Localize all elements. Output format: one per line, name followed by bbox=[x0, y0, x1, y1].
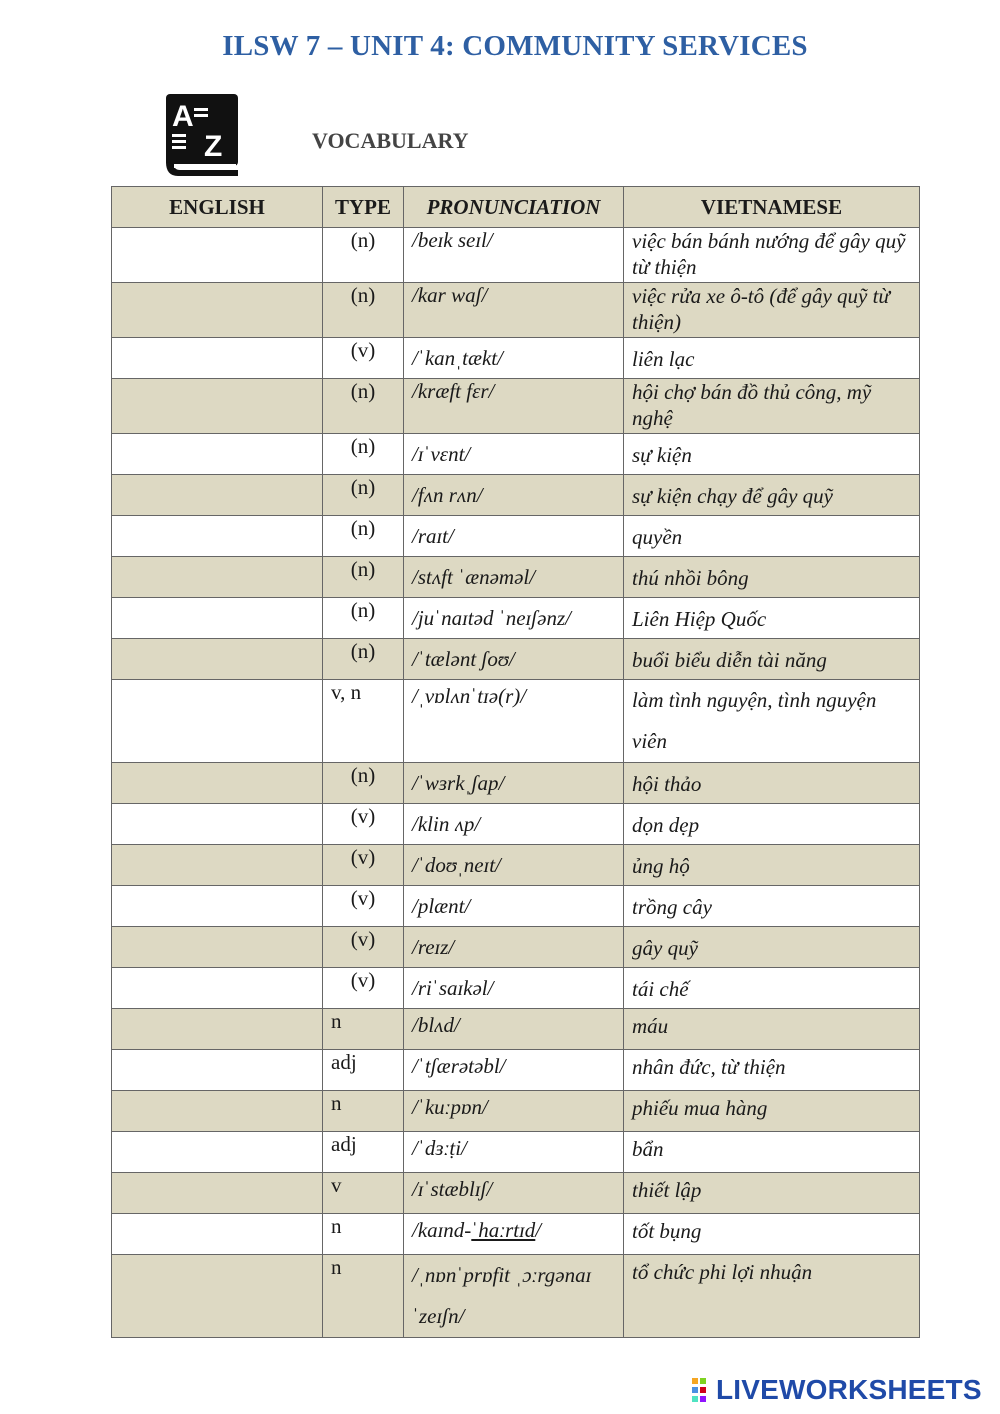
english-cell bbox=[112, 283, 323, 338]
vietnamese-cell: tổ chức phi lợi nhuận bbox=[624, 1255, 920, 1338]
pronunciation-cell: /klin ʌp/ bbox=[404, 804, 624, 845]
vietnamese-cell: hội chợ bán đồ thủ công, mỹ nghệ bbox=[624, 379, 920, 434]
brand-name: LIVEWORKSHEETS bbox=[716, 1374, 982, 1405]
vietnamese-cell: gây quỹ bbox=[624, 927, 920, 968]
table-row bbox=[112, 639, 920, 680]
table-row bbox=[112, 680, 920, 763]
type-cell: (v) bbox=[323, 968, 404, 1009]
table-row bbox=[112, 379, 920, 434]
svg-text:Z: Z bbox=[204, 130, 223, 163]
type-cell: n bbox=[323, 1091, 404, 1132]
pronunciation-cell: /ˈtʃærətəbl/ bbox=[404, 1050, 624, 1091]
type-cell: (v) bbox=[323, 804, 404, 845]
pronunciation-cell: /ˈkuːpɒn/ bbox=[404, 1091, 624, 1132]
table-row bbox=[112, 1132, 920, 1173]
type-cell: (n) bbox=[323, 763, 404, 804]
pronunciation-cell: /raɪt/ bbox=[404, 516, 624, 557]
english-cell bbox=[112, 338, 323, 379]
type-cell: v bbox=[323, 1173, 404, 1214]
vietnamese-cell: việc rửa xe ô-tô (để gây quỹ từ thiện) bbox=[624, 283, 920, 338]
table-row bbox=[112, 968, 920, 1009]
table-row bbox=[112, 1173, 920, 1214]
pronunciation-cell: /ˈtælənt ʃoʊ/ bbox=[404, 639, 624, 680]
table-row bbox=[112, 804, 920, 845]
vietnamese-cell: phiếu mua hàng bbox=[624, 1091, 920, 1132]
vietnamese-cell: làm tình nguyện, tình nguyện viên bbox=[624, 680, 920, 763]
english-cell bbox=[112, 1091, 323, 1132]
english-cell bbox=[112, 639, 323, 680]
type-cell: n bbox=[323, 1255, 404, 1338]
type-cell: (v) bbox=[323, 845, 404, 886]
english-cell bbox=[112, 763, 323, 804]
pronunciation-cell: /plænt/ bbox=[404, 886, 624, 927]
type-cell: (n) bbox=[323, 557, 404, 598]
pronunciation-cell: /stʌft ˈænəməl/ bbox=[404, 557, 624, 598]
vietnamese-cell: Liên Hiệp Quốc bbox=[624, 598, 920, 639]
section-label: VOCABULARY bbox=[312, 128, 469, 153]
vietnamese-cell: quyền bbox=[624, 516, 920, 557]
vietnamese-cell: tốt bụng bbox=[624, 1214, 920, 1255]
pronunciation-cell: /ˈdoʊˌneɪt/ bbox=[404, 845, 624, 886]
table-row bbox=[112, 1214, 920, 1255]
vietnamese-cell: sự kiện bbox=[624, 434, 920, 475]
english-cell bbox=[112, 1173, 323, 1214]
english-cell bbox=[112, 886, 323, 927]
vietnamese-cell: liên lạc bbox=[624, 338, 920, 379]
type-cell: n bbox=[323, 1214, 404, 1255]
vietnamese-cell: thú nhồi bông bbox=[624, 557, 920, 598]
vietnamese-cell: việc bán bánh nướng để gây quỹ từ thiện bbox=[624, 228, 920, 283]
header-pronunciation: PRONUNCIATION bbox=[404, 187, 624, 228]
table-row bbox=[112, 1050, 920, 1091]
english-cell bbox=[112, 804, 323, 845]
english-cell bbox=[112, 845, 323, 886]
table-row bbox=[112, 886, 920, 927]
english-cell bbox=[112, 598, 323, 639]
pronunciation-cell: /kar waʃ/ bbox=[404, 283, 624, 338]
pronunciation-cell: /ˌnɒnˈprɒfit ˌɔːrgənaɪˈzeɪʃn/ bbox=[404, 1255, 624, 1338]
page-title: ILSW 7 – UNIT 4: COMMUNITY SERVICES bbox=[222, 30, 808, 62]
table-row bbox=[112, 598, 920, 639]
english-cell bbox=[112, 1255, 323, 1338]
pronunciation-cell: /beɪk seɪl/ bbox=[404, 228, 624, 283]
table-row bbox=[112, 557, 920, 598]
english-cell bbox=[112, 516, 323, 557]
type-cell: (v) bbox=[323, 886, 404, 927]
pronunciation-part: / bbox=[535, 1218, 542, 1242]
type-cell: (n) bbox=[323, 379, 404, 434]
vocabulary-table bbox=[111, 186, 920, 1338]
type-cell: (n) bbox=[323, 516, 404, 557]
type-cell: (n) bbox=[323, 475, 404, 516]
vietnamese-cell: thiết lập bbox=[624, 1173, 920, 1214]
type-cell: adj bbox=[323, 1050, 404, 1091]
pronunciation-cell: /blʌd/ bbox=[404, 1009, 624, 1050]
pronunciation-cell: /riˈsaɪkəl/ bbox=[404, 968, 624, 1009]
type-cell: (n) bbox=[323, 228, 404, 283]
english-cell bbox=[112, 1214, 323, 1255]
english-cell bbox=[112, 1132, 323, 1173]
english-cell bbox=[112, 434, 323, 475]
type-cell: (v) bbox=[323, 927, 404, 968]
header-vietnamese: VIETNAMESE bbox=[624, 187, 920, 228]
table-row bbox=[112, 763, 920, 804]
pronunciation-cell: /ɪˈvɛnt/ bbox=[404, 434, 624, 475]
vietnamese-cell: buổi biểu diễn tài năng bbox=[624, 639, 920, 680]
vietnamese-cell: máu bbox=[624, 1009, 920, 1050]
svg-text:A: A bbox=[172, 100, 194, 133]
pronunciation-cell: /ˈdɜːṭi/ bbox=[404, 1132, 624, 1173]
type-cell: v, n bbox=[323, 680, 404, 763]
liveworksheets-footer bbox=[692, 1376, 992, 1406]
table-row bbox=[112, 283, 920, 338]
type-cell: n bbox=[323, 1009, 404, 1050]
table-row bbox=[112, 338, 920, 379]
header-english: ENGLISH bbox=[112, 187, 323, 228]
english-cell bbox=[112, 968, 323, 1009]
table-row bbox=[112, 516, 920, 557]
english-cell bbox=[112, 228, 323, 283]
english-cell bbox=[112, 927, 323, 968]
english-cell bbox=[112, 379, 323, 434]
vietnamese-cell: tái chế bbox=[624, 968, 920, 1009]
pronunciation-cell: /reɪz/ bbox=[404, 927, 624, 968]
table-row bbox=[112, 475, 920, 516]
pronunciation-cell: /ˈkanˌtækt/ bbox=[404, 338, 624, 379]
vietnamese-cell: ủng hộ bbox=[624, 845, 920, 886]
table-header-row bbox=[112, 187, 920, 228]
type-cell: (n) bbox=[323, 283, 404, 338]
type-cell: (n) bbox=[323, 434, 404, 475]
vietnamese-cell: bẩn bbox=[624, 1132, 920, 1173]
liveworksheets-logo-icon bbox=[692, 1378, 714, 1402]
pronunciation-cell: /ˌvɒlʌnˈtɪə(r)/ bbox=[404, 680, 624, 763]
vietnamese-cell: dọn dẹp bbox=[624, 804, 920, 845]
vietnamese-cell: trồng cây bbox=[624, 886, 920, 927]
pronunciation-part: /kaɪnd- bbox=[412, 1218, 472, 1242]
table-row bbox=[112, 845, 920, 886]
english-cell bbox=[112, 1050, 323, 1091]
table-row bbox=[112, 228, 920, 283]
english-cell bbox=[112, 1009, 323, 1050]
type-cell: adj bbox=[323, 1132, 404, 1173]
table-row bbox=[112, 1255, 920, 1338]
header-type: TYPE bbox=[323, 187, 404, 228]
english-cell bbox=[112, 557, 323, 598]
vietnamese-cell: nhân đức, từ thiện bbox=[624, 1050, 920, 1091]
pronunciation-underlined-part: ˈhaːrtɪd bbox=[471, 1218, 536, 1242]
vietnamese-cell: sự kiện chạy để gây quỹ bbox=[624, 475, 920, 516]
type-cell: (v) bbox=[323, 338, 404, 379]
table-row bbox=[112, 1009, 920, 1050]
pronunciation-cell: /ɪˈstæblɪʃ/ bbox=[404, 1173, 624, 1214]
english-cell bbox=[112, 475, 323, 516]
pronunciation-cell: /juˈnaɪtəd ˈneɪʃənz/ bbox=[404, 598, 624, 639]
pronunciation-cell bbox=[404, 1214, 624, 1255]
pronunciation-cell: /kræft fɛr/ bbox=[404, 379, 624, 434]
table-row bbox=[112, 1091, 920, 1132]
table-row bbox=[112, 434, 920, 475]
vietnamese-cell: hội thảo bbox=[624, 763, 920, 804]
pronunciation-cell: /fʌn rʌn/ bbox=[404, 475, 624, 516]
type-cell: (n) bbox=[323, 598, 404, 639]
type-cell: (n) bbox=[323, 639, 404, 680]
pronunciation-cell: /ˈwɜrkˌʃap/ bbox=[404, 763, 624, 804]
az-book-icon bbox=[162, 92, 242, 178]
english-cell bbox=[112, 680, 323, 763]
table-row bbox=[112, 927, 920, 968]
